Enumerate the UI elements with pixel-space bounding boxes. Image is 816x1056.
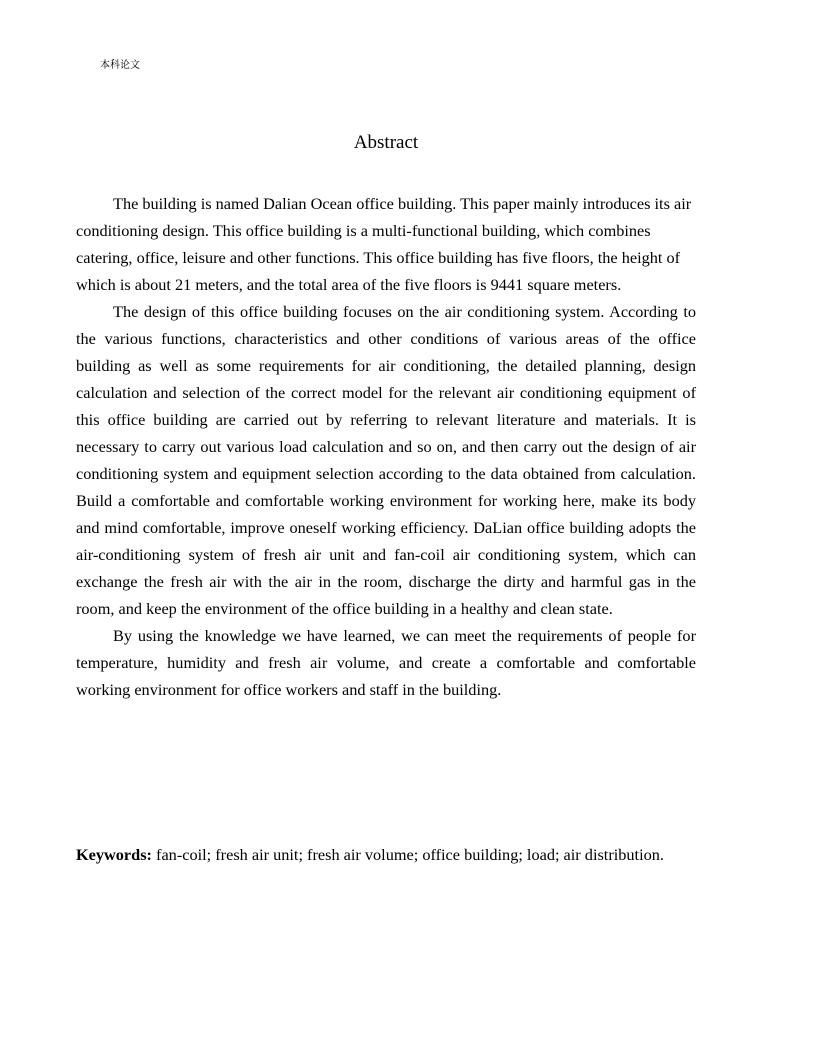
abstract-paragraph-1: The building is named Dalian Ocean office building. This paper mainly introduces its air conditioning design. This office building is a multi-functional building, which combines catering, office, leisure and other functions. This office building has five floors, the height of which is about 21 meters, and the total area of the five floors is 9441 square meters.	[76, 194, 692, 294]
abstract-paragraph-3: By using the knowledge we have learned, we can meet the requirements of people for temperature, humidity and fresh air volume, and create a comfortable and comfortable working environment for office workers and staff in the building.	[76, 626, 696, 699]
abstract-body	[76, 190, 696, 703]
abstract-paragraph-2: The design of this office building focuses on the air conditioning system. According to the various functions, characteristics and other conditions of various areas of the office building as well as some requirements for air conditioning, the detailed planning, design calculation and selection of the correct model for the relevant air conditioning equipment of this office building are carried out by referring to relevant literature and materials. It is necessary to carry out various load calculation and so on, and then carry out the design of air conditioning system and equipment selection according to the data obtained from calculation. Build a comfortable and comfortable working environment for working here, make its body and mind comfortable, improve oneself working efficiency. DaLian office building adopts the air-conditioning system of fresh air unit and fan-coil air conditioning system, which can exchange the fresh air with the air in the room, discharge the dirty and harmful gas in the room, and keep the environment of the office building in a healthy and clean state.	[76, 302, 696, 618]
keywords-label: Keywords:	[76, 845, 152, 864]
abstract-title: Abstract	[353, 132, 419, 153]
keywords	[76, 841, 676, 868]
running-head: 本科论文	[100, 60, 140, 71]
keywords-text: fan-coil; fresh air unit; fresh air volume; office building; load; air distribution.	[151, 845, 664, 864]
